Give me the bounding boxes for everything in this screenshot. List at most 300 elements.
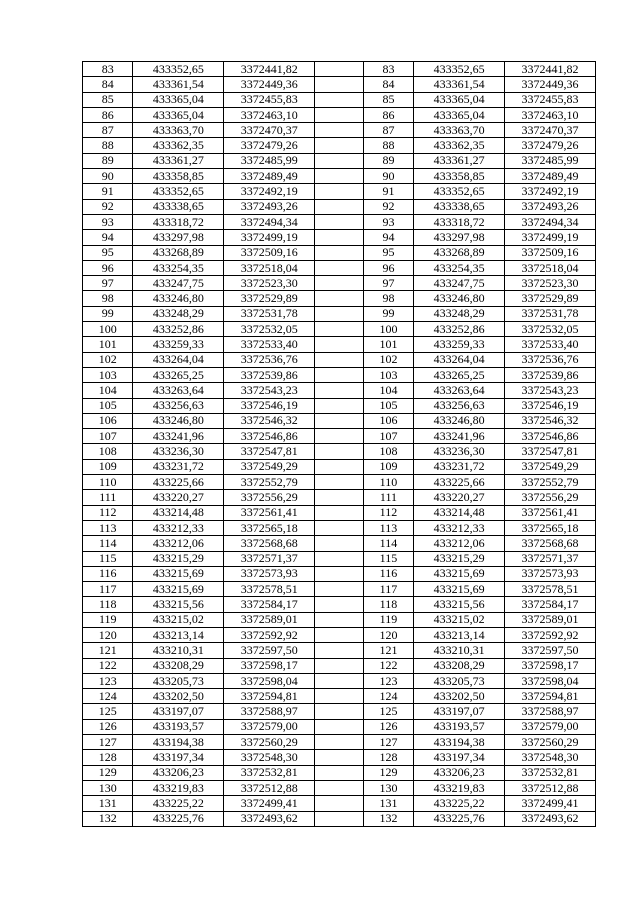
- right-point-number-cell: 90: [363, 169, 413, 184]
- left-point-number-cell: 115: [83, 551, 133, 566]
- left-x-coordinate-cell: 433215,56: [133, 597, 224, 612]
- right-x-coordinate-cell: 433268,89: [414, 245, 505, 260]
- left-point-number-cell: 132: [83, 811, 133, 826]
- right-x-coordinate-cell: 433215,56: [414, 597, 505, 612]
- left-point-number-cell: 87: [83, 123, 133, 138]
- right-point-number-cell: 104: [363, 383, 413, 398]
- left-y-coordinate-cell: 3372523,30: [224, 276, 315, 291]
- left-x-coordinate-cell: 433205,73: [133, 673, 224, 688]
- left-point-number-cell: 92: [83, 199, 133, 214]
- right-y-coordinate-cell: 3372536,76: [505, 352, 596, 367]
- left-x-coordinate-cell: 433193,57: [133, 719, 224, 734]
- right-y-coordinate-cell: 3372592,92: [505, 627, 596, 642]
- left-x-coordinate-cell: 433219,83: [133, 780, 224, 795]
- column-gap: [315, 153, 363, 168]
- left-y-coordinate-cell: 3372573,93: [224, 566, 315, 581]
- right-point-number-cell: 132: [363, 811, 413, 826]
- left-point-number-cell: 124: [83, 689, 133, 704]
- left-y-coordinate-cell: 3372441,82: [224, 62, 315, 77]
- left-x-coordinate-cell: 433365,04: [133, 92, 224, 107]
- right-x-coordinate-cell: 433205,73: [414, 673, 505, 688]
- table-row: [83, 704, 596, 719]
- left-x-coordinate-cell: 433236,30: [133, 444, 224, 459]
- left-y-coordinate-cell: 3372578,51: [224, 582, 315, 597]
- left-x-coordinate-cell: 433215,29: [133, 551, 224, 566]
- right-y-coordinate-cell: 3372584,17: [505, 597, 596, 612]
- left-x-coordinate-cell: 433208,29: [133, 658, 224, 673]
- left-y-coordinate-cell: 3372571,37: [224, 551, 315, 566]
- left-y-coordinate-cell: 3372499,19: [224, 230, 315, 245]
- right-y-coordinate-cell: 3372546,86: [505, 429, 596, 444]
- left-y-coordinate-cell: 3372561,41: [224, 505, 315, 520]
- right-point-number-cell: 96: [363, 260, 413, 275]
- right-point-number-cell: 92: [363, 199, 413, 214]
- column-gap: [315, 92, 363, 107]
- right-x-coordinate-cell: 433365,04: [414, 92, 505, 107]
- left-y-coordinate-cell: 3372463,10: [224, 107, 315, 122]
- table-row: [83, 214, 596, 229]
- right-x-coordinate-cell: 433225,66: [414, 475, 505, 490]
- left-point-number-cell: 118: [83, 597, 133, 612]
- left-x-coordinate-cell: 433212,33: [133, 520, 224, 535]
- left-x-coordinate-cell: 433202,50: [133, 689, 224, 704]
- left-y-coordinate-cell: 3372556,29: [224, 490, 315, 505]
- left-x-coordinate-cell: 433254,35: [133, 260, 224, 275]
- right-point-number-cell: 116: [363, 566, 413, 581]
- left-point-number-cell: 88: [83, 138, 133, 153]
- table-row: [83, 123, 596, 138]
- table-row: [83, 597, 596, 612]
- table-row: [83, 260, 596, 275]
- right-point-number-cell: 105: [363, 398, 413, 413]
- column-gap: [315, 612, 363, 627]
- left-point-number-cell: 104: [83, 383, 133, 398]
- table-row: [83, 153, 596, 168]
- right-x-coordinate-cell: 433213,14: [414, 627, 505, 642]
- left-x-coordinate-cell: 433206,23: [133, 765, 224, 780]
- right-x-coordinate-cell: 433212,06: [414, 536, 505, 551]
- left-point-number-cell: 103: [83, 367, 133, 382]
- left-y-coordinate-cell: 3372546,32: [224, 413, 315, 428]
- table-row: [83, 398, 596, 413]
- left-y-coordinate-cell: 3372568,68: [224, 536, 315, 551]
- right-y-coordinate-cell: 3372492,19: [505, 184, 596, 199]
- column-gap: [315, 276, 363, 291]
- right-y-coordinate-cell: 3372479,26: [505, 138, 596, 153]
- left-x-coordinate-cell: 433256,63: [133, 398, 224, 413]
- column-gap: [315, 735, 363, 750]
- left-y-coordinate-cell: 3372470,37: [224, 123, 315, 138]
- table-row: [83, 520, 596, 535]
- right-point-number-cell: 94: [363, 230, 413, 245]
- table-row: [83, 750, 596, 765]
- left-y-coordinate-cell: 3372509,16: [224, 245, 315, 260]
- right-point-number-cell: 123: [363, 673, 413, 688]
- right-point-number-cell: 113: [363, 520, 413, 535]
- right-point-number-cell: 101: [363, 337, 413, 352]
- column-gap: [315, 214, 363, 229]
- left-point-number-cell: 93: [83, 214, 133, 229]
- left-x-coordinate-cell: 433215,02: [133, 612, 224, 627]
- column-gap: [315, 367, 363, 382]
- table-row: [83, 383, 596, 398]
- left-y-coordinate-cell: 3372532,81: [224, 765, 315, 780]
- right-x-coordinate-cell: 433254,35: [414, 260, 505, 275]
- table-row: [83, 780, 596, 795]
- right-y-coordinate-cell: 3372589,01: [505, 612, 596, 627]
- right-point-number-cell: 102: [363, 352, 413, 367]
- left-y-coordinate-cell: 3372489,49: [224, 169, 315, 184]
- right-point-number-cell: 109: [363, 459, 413, 474]
- right-y-coordinate-cell: 3372588,97: [505, 704, 596, 719]
- left-x-coordinate-cell: 433246,80: [133, 413, 224, 428]
- left-x-coordinate-cell: 433358,85: [133, 169, 224, 184]
- left-point-number-cell: 105: [83, 398, 133, 413]
- table-row: [83, 322, 596, 337]
- right-y-coordinate-cell: 3372493,26: [505, 199, 596, 214]
- table-row: [83, 627, 596, 642]
- right-y-coordinate-cell: 3372561,41: [505, 505, 596, 520]
- column-gap: [315, 337, 363, 352]
- right-y-coordinate-cell: 3372441,82: [505, 62, 596, 77]
- left-y-coordinate-cell: 3372549,29: [224, 459, 315, 474]
- right-x-coordinate-cell: 433236,30: [414, 444, 505, 459]
- right-x-coordinate-cell: 433241,96: [414, 429, 505, 444]
- right-point-number-cell: 97: [363, 276, 413, 291]
- table-row: [83, 107, 596, 122]
- left-point-number-cell: 100: [83, 322, 133, 337]
- table-row: [83, 643, 596, 658]
- left-x-coordinate-cell: 433225,76: [133, 811, 224, 826]
- right-point-number-cell: 130: [363, 780, 413, 795]
- left-x-coordinate-cell: 433259,33: [133, 337, 224, 352]
- right-x-coordinate-cell: 433194,38: [414, 735, 505, 750]
- right-x-coordinate-cell: 433263,64: [414, 383, 505, 398]
- table-row: [83, 796, 596, 811]
- right-point-number-cell: 119: [363, 612, 413, 627]
- right-point-number-cell: 112: [363, 505, 413, 520]
- right-y-coordinate-cell: 3372449,36: [505, 77, 596, 92]
- left-y-coordinate-cell: 3372539,86: [224, 367, 315, 382]
- right-x-coordinate-cell: 433208,29: [414, 658, 505, 673]
- column-gap: [315, 291, 363, 306]
- left-x-coordinate-cell: 433263,64: [133, 383, 224, 398]
- left-point-number-cell: 109: [83, 459, 133, 474]
- right-point-number-cell: 120: [363, 627, 413, 642]
- right-point-number-cell: 124: [363, 689, 413, 704]
- column-gap: [315, 566, 363, 581]
- right-point-number-cell: 100: [363, 322, 413, 337]
- left-point-number-cell: 116: [83, 566, 133, 581]
- column-gap: [315, 704, 363, 719]
- right-x-coordinate-cell: 433225,76: [414, 811, 505, 826]
- column-gap: [315, 658, 363, 673]
- left-y-coordinate-cell: 3372594,81: [224, 689, 315, 704]
- table-row: [83, 306, 596, 321]
- column-gap: [315, 796, 363, 811]
- table-row: [83, 92, 596, 107]
- right-point-number-cell: 122: [363, 658, 413, 673]
- left-y-coordinate-cell: 3372543,23: [224, 383, 315, 398]
- right-y-coordinate-cell: 3372549,29: [505, 459, 596, 474]
- left-y-coordinate-cell: 3372589,01: [224, 612, 315, 627]
- left-y-coordinate-cell: 3372584,17: [224, 597, 315, 612]
- right-point-number-cell: 84: [363, 77, 413, 92]
- left-x-coordinate-cell: 433361,54: [133, 77, 224, 92]
- table-row: [83, 230, 596, 245]
- column-gap: [315, 765, 363, 780]
- right-point-number-cell: 83: [363, 62, 413, 77]
- left-point-number-cell: 131: [83, 796, 133, 811]
- left-point-number-cell: 121: [83, 643, 133, 658]
- table-row: [83, 367, 596, 382]
- right-point-number-cell: 87: [363, 123, 413, 138]
- table-row: [83, 536, 596, 551]
- left-x-coordinate-cell: 433248,29: [133, 306, 224, 321]
- table-row: [83, 582, 596, 597]
- left-point-number-cell: 106: [83, 413, 133, 428]
- column-gap: [315, 597, 363, 612]
- column-gap: [315, 184, 363, 199]
- column-gap: [315, 413, 363, 428]
- right-y-coordinate-cell: 3372543,23: [505, 383, 596, 398]
- right-x-coordinate-cell: 433365,04: [414, 107, 505, 122]
- right-point-number-cell: 125: [363, 704, 413, 719]
- left-point-number-cell: 122: [83, 658, 133, 673]
- column-gap: [315, 199, 363, 214]
- column-gap: [315, 551, 363, 566]
- left-y-coordinate-cell: 3372547,81: [224, 444, 315, 459]
- column-gap: [315, 260, 363, 275]
- right-y-coordinate-cell: 3372489,49: [505, 169, 596, 184]
- left-y-coordinate-cell: 3372546,19: [224, 398, 315, 413]
- left-x-coordinate-cell: 433231,72: [133, 459, 224, 474]
- left-y-coordinate-cell: 3372560,29: [224, 735, 315, 750]
- column-gap: [315, 306, 363, 321]
- left-point-number-cell: 94: [83, 230, 133, 245]
- right-y-coordinate-cell: 3372565,18: [505, 520, 596, 535]
- right-x-coordinate-cell: 433246,80: [414, 291, 505, 306]
- left-y-coordinate-cell: 3372598,04: [224, 673, 315, 688]
- column-gap: [315, 322, 363, 337]
- right-point-number-cell: 121: [363, 643, 413, 658]
- right-x-coordinate-cell: 433215,69: [414, 582, 505, 597]
- left-x-coordinate-cell: 433268,89: [133, 245, 224, 260]
- left-x-coordinate-cell: 433213,14: [133, 627, 224, 642]
- right-point-number-cell: 108: [363, 444, 413, 459]
- right-y-coordinate-cell: 3372509,16: [505, 245, 596, 260]
- left-x-coordinate-cell: 433361,27: [133, 153, 224, 168]
- right-y-coordinate-cell: 3372548,30: [505, 750, 596, 765]
- left-point-number-cell: 84: [83, 77, 133, 92]
- right-point-number-cell: 95: [363, 245, 413, 260]
- right-point-number-cell: 115: [363, 551, 413, 566]
- table-row: [83, 673, 596, 688]
- right-x-coordinate-cell: 433215,29: [414, 551, 505, 566]
- column-gap: [315, 673, 363, 688]
- table-row: [83, 475, 596, 490]
- left-point-number-cell: 101: [83, 337, 133, 352]
- left-y-coordinate-cell: 3372548,30: [224, 750, 315, 765]
- right-y-coordinate-cell: 3372455,83: [505, 92, 596, 107]
- left-x-coordinate-cell: 433212,06: [133, 536, 224, 551]
- right-y-coordinate-cell: 3372499,41: [505, 796, 596, 811]
- table-row: [83, 490, 596, 505]
- left-y-coordinate-cell: 3372493,26: [224, 199, 315, 214]
- left-x-coordinate-cell: 433215,69: [133, 582, 224, 597]
- table-row: [83, 245, 596, 260]
- right-y-coordinate-cell: 3372594,81: [505, 689, 596, 704]
- coordinates-table: [82, 61, 596, 827]
- right-x-coordinate-cell: 433197,34: [414, 750, 505, 765]
- right-point-number-cell: 117: [363, 582, 413, 597]
- left-point-number-cell: 96: [83, 260, 133, 275]
- right-x-coordinate-cell: 433297,98: [414, 230, 505, 245]
- column-gap: [315, 689, 363, 704]
- left-x-coordinate-cell: 433265,25: [133, 367, 224, 382]
- left-y-coordinate-cell: 3372449,36: [224, 77, 315, 92]
- right-point-number-cell: 98: [363, 291, 413, 306]
- right-x-coordinate-cell: 433352,65: [414, 184, 505, 199]
- table-row: [83, 735, 596, 750]
- left-point-number-cell: 107: [83, 429, 133, 444]
- right-y-coordinate-cell: 3372579,00: [505, 719, 596, 734]
- left-x-coordinate-cell: 433363,70: [133, 123, 224, 138]
- left-point-number-cell: 112: [83, 505, 133, 520]
- right-x-coordinate-cell: 433362,35: [414, 138, 505, 153]
- left-y-coordinate-cell: 3372531,78: [224, 306, 315, 321]
- left-y-coordinate-cell: 3372546,86: [224, 429, 315, 444]
- table-row: [83, 77, 596, 92]
- left-y-coordinate-cell: 3372579,00: [224, 719, 315, 734]
- column-gap: [315, 383, 363, 398]
- left-x-coordinate-cell: 433352,65: [133, 184, 224, 199]
- table-row: [83, 811, 596, 826]
- right-x-coordinate-cell: 433206,23: [414, 765, 505, 780]
- right-y-coordinate-cell: 3372539,86: [505, 367, 596, 382]
- right-x-coordinate-cell: 433338,65: [414, 199, 505, 214]
- table-row: [83, 444, 596, 459]
- left-point-number-cell: 117: [83, 582, 133, 597]
- left-x-coordinate-cell: 433252,86: [133, 322, 224, 337]
- table-row: [83, 566, 596, 581]
- left-point-number-cell: 127: [83, 735, 133, 750]
- right-x-coordinate-cell: 433215,69: [414, 566, 505, 581]
- right-y-coordinate-cell: 3372523,30: [505, 276, 596, 291]
- column-gap: [315, 352, 363, 367]
- right-y-coordinate-cell: 3372571,37: [505, 551, 596, 566]
- right-point-number-cell: 114: [363, 536, 413, 551]
- left-x-coordinate-cell: 433241,96: [133, 429, 224, 444]
- left-y-coordinate-cell: 3372588,97: [224, 704, 315, 719]
- right-point-number-cell: 103: [363, 367, 413, 382]
- left-point-number-cell: 91: [83, 184, 133, 199]
- table-row: [83, 337, 596, 352]
- right-y-coordinate-cell: 3372470,37: [505, 123, 596, 138]
- left-y-coordinate-cell: 3372518,04: [224, 260, 315, 275]
- left-point-number-cell: 125: [83, 704, 133, 719]
- right-y-coordinate-cell: 3372568,68: [505, 536, 596, 551]
- left-x-coordinate-cell: 433225,22: [133, 796, 224, 811]
- left-point-number-cell: 85: [83, 92, 133, 107]
- right-x-coordinate-cell: 433220,27: [414, 490, 505, 505]
- column-gap: [315, 398, 363, 413]
- right-point-number-cell: 118: [363, 597, 413, 612]
- right-y-coordinate-cell: 3372546,19: [505, 398, 596, 413]
- right-x-coordinate-cell: 433361,27: [414, 153, 505, 168]
- right-x-coordinate-cell: 433358,85: [414, 169, 505, 184]
- right-point-number-cell: 107: [363, 429, 413, 444]
- column-gap: [315, 123, 363, 138]
- right-y-coordinate-cell: 3372493,62: [505, 811, 596, 826]
- right-x-coordinate-cell: 433202,50: [414, 689, 505, 704]
- right-y-coordinate-cell: 3372499,19: [505, 230, 596, 245]
- left-point-number-cell: 126: [83, 719, 133, 734]
- left-y-coordinate-cell: 3372533,40: [224, 337, 315, 352]
- right-point-number-cell: 88: [363, 138, 413, 153]
- left-point-number-cell: 97: [83, 276, 133, 291]
- left-point-number-cell: 102: [83, 352, 133, 367]
- right-y-coordinate-cell: 3372552,79: [505, 475, 596, 490]
- right-x-coordinate-cell: 433246,80: [414, 413, 505, 428]
- left-y-coordinate-cell: 3372565,18: [224, 520, 315, 535]
- column-gap: [315, 475, 363, 490]
- right-x-coordinate-cell: 433197,07: [414, 704, 505, 719]
- column-gap: [315, 459, 363, 474]
- right-point-number-cell: 106: [363, 413, 413, 428]
- left-y-coordinate-cell: 3372552,79: [224, 475, 315, 490]
- table-row: [83, 352, 596, 367]
- column-gap: [315, 643, 363, 658]
- right-x-coordinate-cell: 433352,65: [414, 62, 505, 77]
- table-row: [83, 459, 596, 474]
- column-gap: [315, 536, 363, 551]
- right-point-number-cell: 85: [363, 92, 413, 107]
- table-row: [83, 551, 596, 566]
- right-point-number-cell: 86: [363, 107, 413, 122]
- left-x-coordinate-cell: 433197,07: [133, 704, 224, 719]
- left-point-number-cell: 111: [83, 490, 133, 505]
- right-point-number-cell: 99: [363, 306, 413, 321]
- column-gap: [315, 811, 363, 826]
- left-point-number-cell: 114: [83, 536, 133, 551]
- right-x-coordinate-cell: 433318,72: [414, 214, 505, 229]
- left-x-coordinate-cell: 433318,72: [133, 214, 224, 229]
- right-x-coordinate-cell: 433215,02: [414, 612, 505, 627]
- left-y-coordinate-cell: 3372598,17: [224, 658, 315, 673]
- right-y-coordinate-cell: 3372533,40: [505, 337, 596, 352]
- left-point-number-cell: 129: [83, 765, 133, 780]
- column-gap: [315, 62, 363, 77]
- left-x-coordinate-cell: 433246,80: [133, 291, 224, 306]
- left-y-coordinate-cell: 3372455,83: [224, 92, 315, 107]
- left-x-coordinate-cell: 433194,38: [133, 735, 224, 750]
- right-point-number-cell: 111: [363, 490, 413, 505]
- left-y-coordinate-cell: 3372499,41: [224, 796, 315, 811]
- right-x-coordinate-cell: 433361,54: [414, 77, 505, 92]
- right-y-coordinate-cell: 3372597,50: [505, 643, 596, 658]
- right-x-coordinate-cell: 433256,63: [414, 398, 505, 413]
- left-point-number-cell: 110: [83, 475, 133, 490]
- right-y-coordinate-cell: 3372532,81: [505, 765, 596, 780]
- table-row: [83, 291, 596, 306]
- coordinates-table-body: [83, 62, 596, 827]
- right-point-number-cell: 129: [363, 765, 413, 780]
- right-x-coordinate-cell: 433214,48: [414, 505, 505, 520]
- table-row: [83, 765, 596, 780]
- right-y-coordinate-cell: 3372547,81: [505, 444, 596, 459]
- column-gap: [315, 490, 363, 505]
